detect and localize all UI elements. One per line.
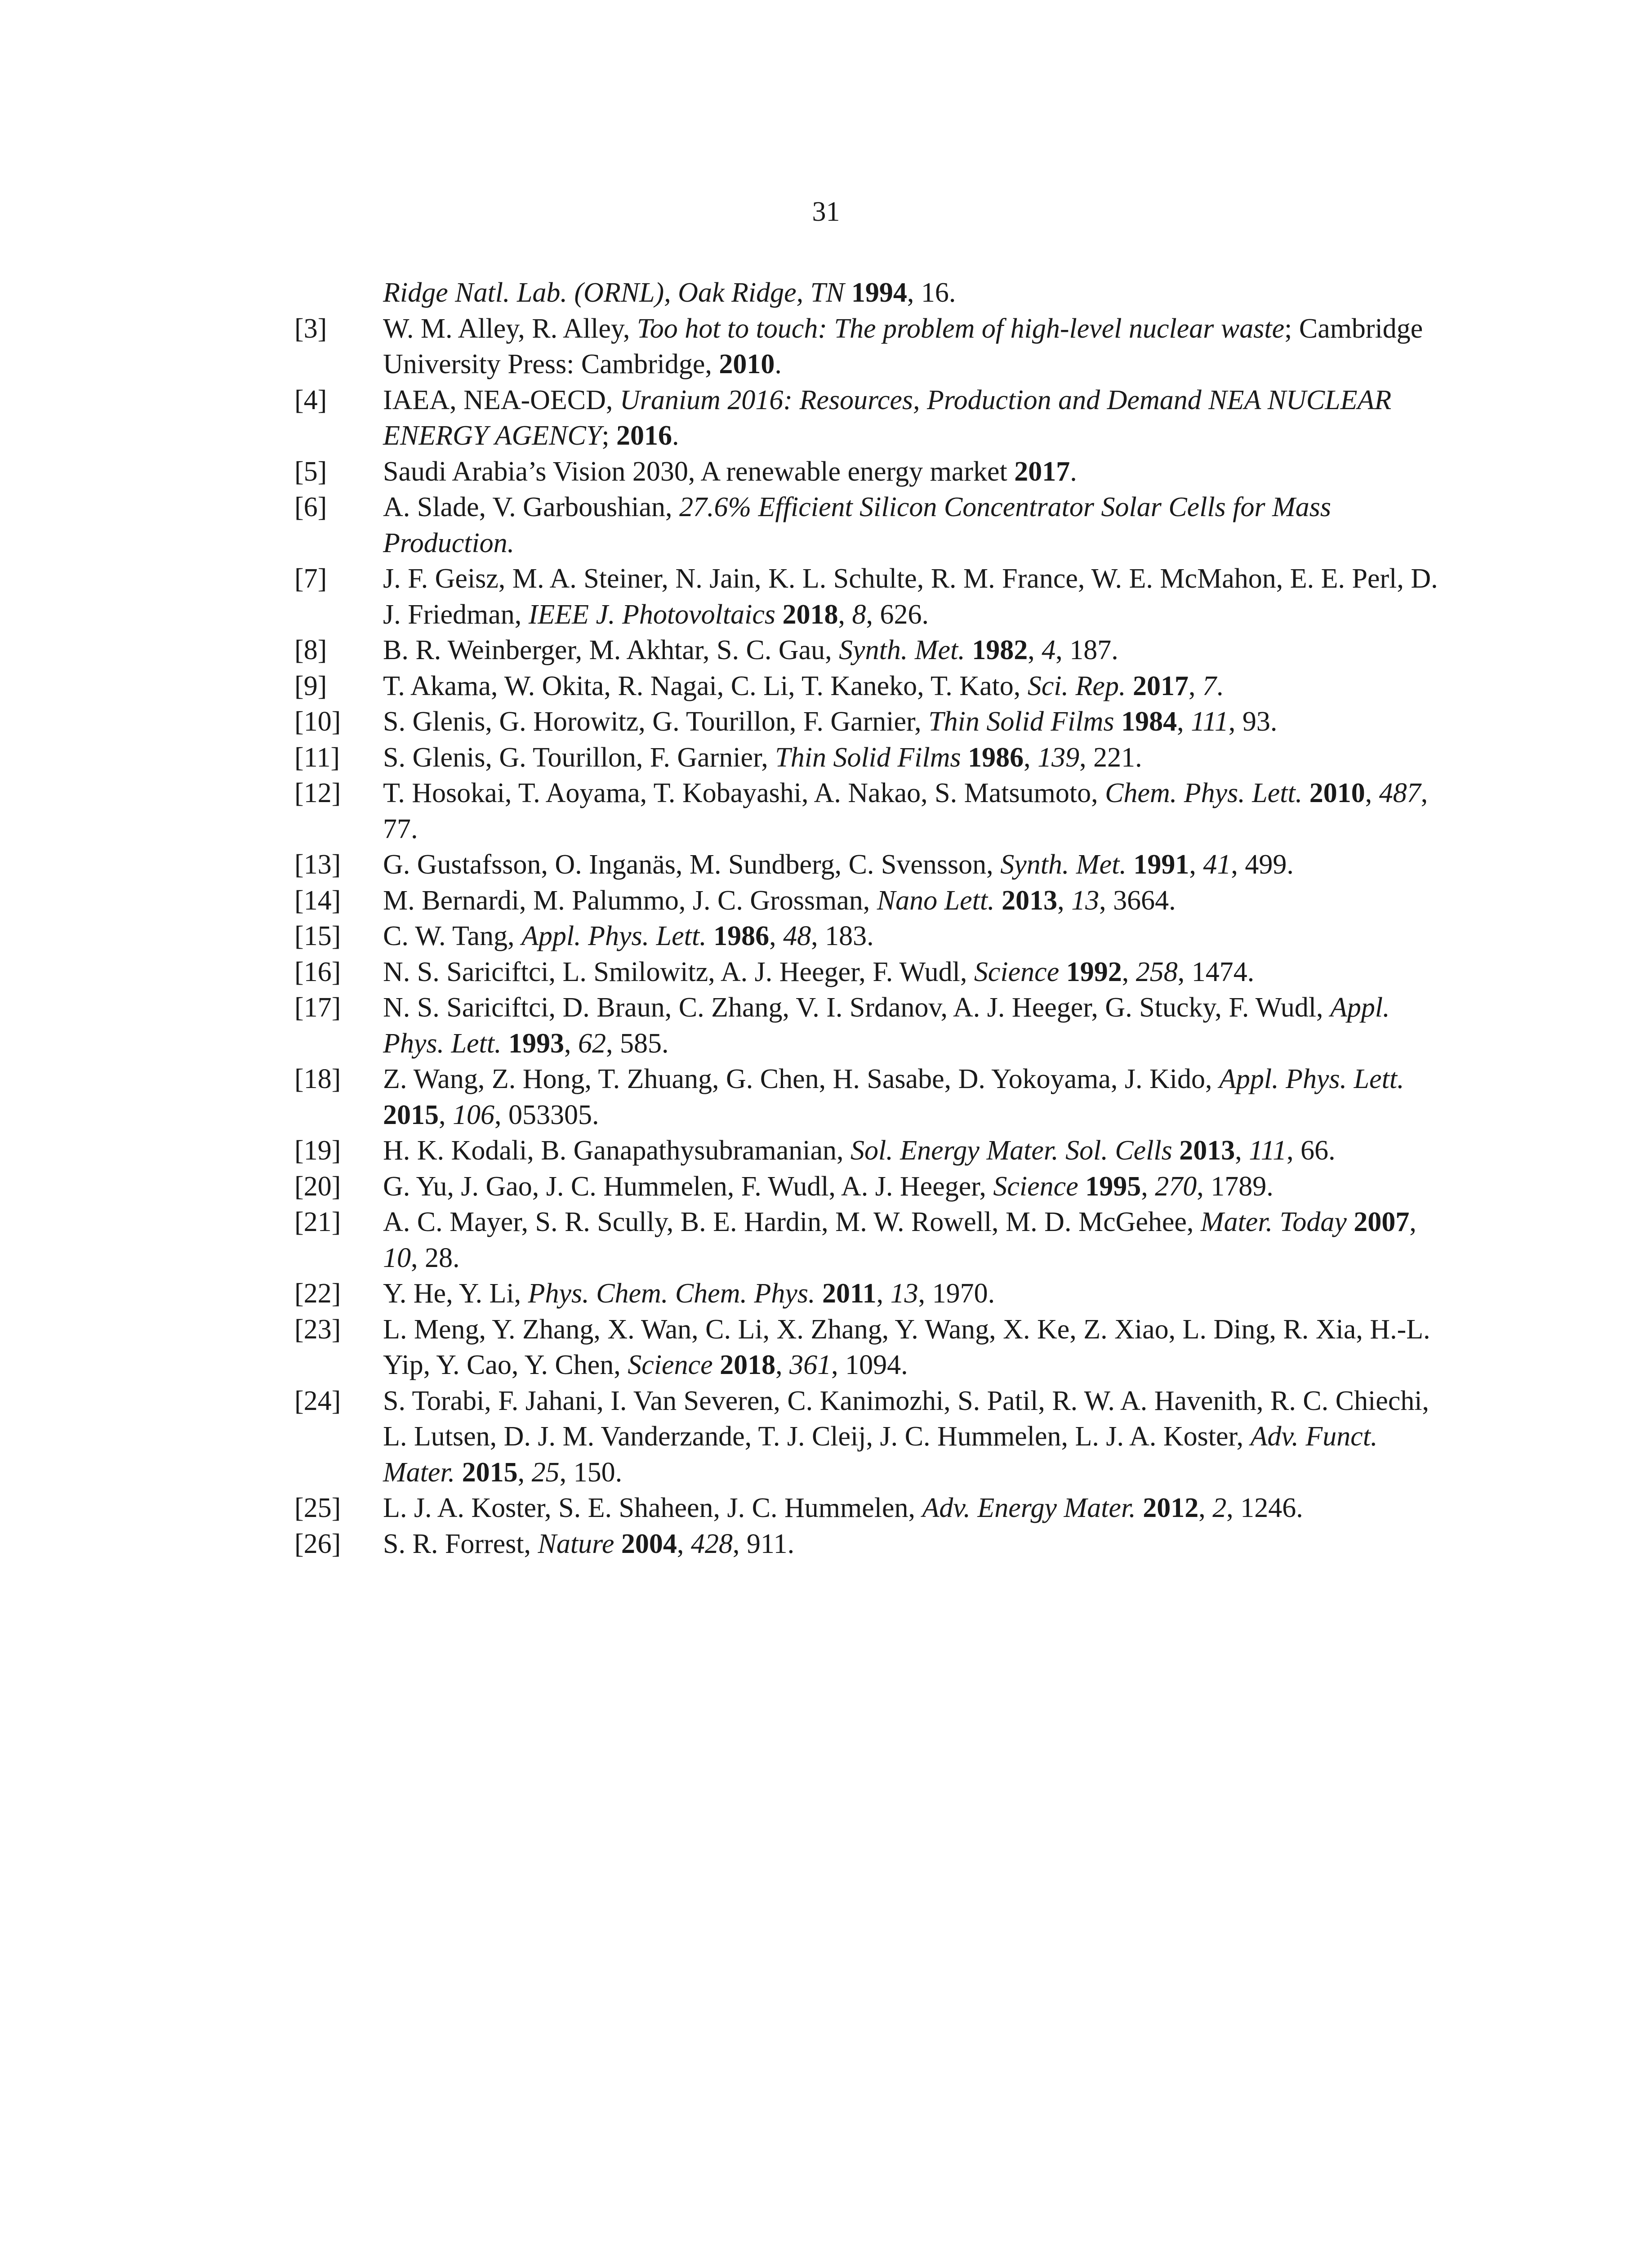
reference-item	[0, 990, 1652, 1062]
reference-label: [23]	[294, 1314, 341, 1345]
reference-label: [7]	[294, 563, 327, 594]
reference-italic-segment: Phys. Chem. Chem. Phys.	[528, 1278, 815, 1309]
reference-year: 2015	[462, 1457, 518, 1488]
reference-segment: , 626.	[866, 599, 929, 630]
reference-item	[0, 275, 1652, 311]
reference-label: [17]	[294, 992, 341, 1023]
reference-italic-segment: 487	[1379, 778, 1421, 808]
reference-segment	[1302, 778, 1309, 808]
reference-segment: L. J. A. Koster, S. E. Shaheen, J. C. Hummelen,	[383, 1493, 922, 1523]
reference-item	[0, 383, 1652, 454]
reference-label: [20]	[294, 1171, 341, 1202]
reference-segment: L. Meng, Y. Zhang, X. Wan, C. Li, X. Zhang, Y. Wang, X. Ke, Z. Xiao, L. Ding, R. Xia, H.-L. Yip, Y. Cao, Y. Chen,	[383, 1314, 1436, 1380]
reference-segment: H. K. Kodali, B. Ganapathysubramanian,	[383, 1135, 850, 1166]
reference-italic-segment: Appl. Phys. Lett.	[1219, 1064, 1404, 1094]
reference-segment: , 053305.	[494, 1099, 599, 1130]
reference-text	[383, 1276, 1444, 1312]
reference-italic-segment: IEEE J. Photovoltaics	[528, 599, 775, 630]
reference-text	[383, 669, 1444, 705]
reference-segment	[455, 1457, 462, 1488]
reference-italic-segment: Adv. Funct. Mater.	[383, 1421, 1385, 1488]
reference-item	[0, 311, 1652, 383]
reference-segment: ;	[601, 420, 617, 451]
reference-segment: .	[1070, 456, 1077, 487]
reference-segment: .	[672, 420, 679, 451]
reference-item	[0, 1490, 1652, 1526]
reference-item	[0, 704, 1652, 740]
reference-italic-segment: Mater. Today	[1200, 1207, 1347, 1237]
reference-text	[383, 704, 1444, 740]
reference-segment: Y. He, Y. Li,	[383, 1278, 528, 1309]
reference-segment	[1172, 1135, 1180, 1166]
reference-text	[383, 1526, 1444, 1562]
reference-year: 2016	[616, 420, 672, 451]
reference-item	[0, 633, 1652, 669]
reference-italic-segment: Science	[993, 1171, 1078, 1202]
reference-label: [22]	[294, 1278, 341, 1309]
reference-segment: , 221.	[1079, 742, 1142, 773]
reference-label: [16]	[294, 956, 341, 987]
reference-segment: ,	[838, 599, 852, 630]
reference-segment: , 1094.	[831, 1350, 908, 1380]
reference-text	[383, 1383, 1444, 1491]
reference-label: [13]	[294, 849, 341, 880]
reference-segment: , 1474.	[1177, 956, 1255, 987]
reference-italic-segment: Sol. Energy Mater. Sol. Cells	[850, 1135, 1172, 1166]
reference-segment: , 150.	[559, 1457, 623, 1488]
reference-text	[383, 633, 1444, 669]
reference-year: 2013	[1002, 885, 1058, 916]
reference-text	[383, 1204, 1444, 1276]
reference-italic-segment: Nature	[538, 1528, 614, 1559]
reference-italic-segment: 111	[1191, 706, 1229, 737]
reference-label: [19]	[294, 1135, 341, 1166]
reference-segment: ,	[1198, 1493, 1213, 1523]
reference-segment: , 585.	[606, 1028, 669, 1059]
reference-segment: N. S. Sariciftci, D. Braun, C. Zhang, V. I. Srdanov, A. J. Heeger, G. Stucky, F. Wudl,	[383, 992, 1331, 1023]
reference-segment: , 16.	[907, 277, 956, 308]
reference-segment	[965, 635, 972, 665]
reference-italic-segment: Synth. Met.	[1000, 849, 1127, 880]
reference-label: [5]	[294, 456, 327, 487]
reference-segment: IAEA, NEA-OECD,	[383, 384, 620, 415]
reference-item	[0, 1133, 1652, 1169]
reference-segment: , 28.	[411, 1242, 460, 1273]
reference-italic-segment: Science	[974, 956, 1060, 987]
reference-segment	[995, 885, 1002, 916]
reference-segment: A. Slade, V. Garboushian,	[383, 492, 679, 522]
reference-segment: ,	[1188, 670, 1202, 701]
reference-segment: ,	[1365, 778, 1379, 808]
reference-text	[383, 955, 1444, 990]
reference-italic-segment: Uranium 2016: Resources, Production and Demand NEA NUCLEAR ENERGY AGENCY	[383, 384, 1398, 451]
reference-text	[383, 275, 1444, 311]
reference-segment: S. R. Forrest,	[383, 1528, 538, 1559]
reference-segment: ,	[1028, 635, 1042, 665]
reference-italic-segment: 361	[789, 1350, 832, 1380]
reference-segment	[1126, 671, 1133, 701]
reference-segment: B. R. Weinberger, M. Akhtar, S. C. Gau,	[383, 635, 839, 665]
reference-italic-segment: 13	[890, 1278, 918, 1309]
reference-segment: ,	[1024, 742, 1038, 773]
reference-italic-segment: Appl. Phys. Lett.	[521, 921, 707, 951]
reference-text	[383, 990, 1444, 1062]
reference-item	[0, 776, 1652, 847]
reference-item	[0, 669, 1652, 705]
reference-italic-segment: Nano Lett.	[877, 885, 995, 916]
reference-item	[0, 1169, 1652, 1205]
reference-segment: ,	[1122, 956, 1136, 987]
reference-item	[0, 919, 1652, 955]
reference-label: [4]	[294, 384, 327, 415]
reference-italic-segment: 48	[783, 921, 811, 951]
reference-label: [25]	[294, 1493, 341, 1523]
reference-segment	[1347, 1207, 1354, 1237]
reference-item	[0, 1204, 1652, 1276]
reference-segment: N. S. Sariciftci, L. Smilowitz, A. J. Heeger, F. Wudl,	[383, 956, 974, 987]
reference-text	[383, 383, 1444, 454]
reference-italic-segment: Science	[628, 1350, 713, 1380]
reference-segment	[775, 599, 783, 630]
reference-segment: Saudi Arabia’s Vision 2030, A renewable energy market	[383, 456, 1015, 487]
reference-segment	[1404, 1064, 1412, 1094]
reference-segment	[961, 742, 968, 773]
reference-italic-segment: 7	[1202, 670, 1216, 701]
reference-item	[0, 561, 1652, 633]
reference-italic-segment: 2	[1212, 1493, 1227, 1523]
reference-segment: , 77.	[383, 778, 1435, 844]
reference-segment: .	[775, 349, 782, 379]
reference-text	[383, 1062, 1444, 1133]
reference-italic-segment: Chem. Phys. Lett.	[1105, 778, 1303, 808]
reference-year: 2012	[1143, 1493, 1199, 1523]
reference-italic-segment: Adv. Energy Mater.	[922, 1493, 1136, 1523]
reference-year: 1994	[851, 277, 907, 308]
reference-segment: ,	[517, 1457, 532, 1488]
reference-segment: ,	[1141, 1171, 1155, 1202]
reference-label: [15]	[294, 921, 341, 951]
reference-segment: M. Bernardi, M. Palummo, J. C. Grossman,	[383, 885, 877, 916]
reference-segment	[707, 921, 714, 951]
reference-segment: ,	[1177, 706, 1191, 737]
reference-italic-segment: Thin Solid Films	[775, 742, 961, 773]
reference-segment	[1136, 1493, 1143, 1523]
reference-text	[383, 1133, 1444, 1169]
reference-item	[0, 1526, 1652, 1562]
reference-segment: ,	[677, 1528, 691, 1559]
reference-italic-segment: 8	[852, 599, 866, 630]
reference-year: 2018	[720, 1350, 776, 1380]
reference-text	[383, 1312, 1444, 1383]
reference-segment: ,	[1409, 1207, 1424, 1237]
reference-segment: ,	[1057, 885, 1072, 916]
reference-segment: S. Glenis, G. Horowitz, G. Tourillon, F. Garnier,	[383, 706, 929, 737]
reference-text	[383, 490, 1444, 561]
reference-segment: Z. Wang, Z. Hong, T. Zhuang, G. Chen, H. Sasabe, D. Yokoyama, J. Kido,	[383, 1064, 1220, 1094]
reference-year: 2013	[1179, 1135, 1235, 1166]
reference-italic-segment: Sci. Rep.	[1027, 670, 1126, 701]
reference-segment: W. M. Alley, R. Alley,	[383, 313, 637, 344]
reference-segment: S. Glenis, G. Tourillon, F. Garnier,	[383, 742, 775, 773]
reference-segment: .	[1216, 670, 1224, 701]
reference-year: 2010	[1309, 778, 1365, 808]
reference-segment: T. Akama, W. Okita, R. Nagai, C. Li, T. Kaneko, T. Kato,	[383, 670, 1028, 701]
reference-italic-segment: Ridge Natl. Lab. (ORNL), Oak Ridge, TN	[383, 277, 845, 308]
reference-item	[0, 454, 1652, 490]
reference-year: 2011	[822, 1278, 877, 1309]
reference-year: 1982	[972, 635, 1028, 665]
reference-italic-segment: 106	[453, 1099, 494, 1130]
reference-text	[383, 919, 1444, 955]
reference-italic-segment: 111	[1249, 1135, 1287, 1166]
reference-segment: G. Yu, J. Gao, J. C. Hummelen, F. Wudl, A. J. Heeger,	[383, 1171, 993, 1202]
reference-text	[383, 1490, 1444, 1526]
reference-segment: , 499.	[1231, 849, 1294, 880]
reference-segment: , 3664.	[1099, 885, 1176, 916]
reference-segment: , 93.	[1228, 706, 1278, 737]
reference-text	[383, 1169, 1444, 1205]
reference-label: [18]	[294, 1064, 341, 1094]
reference-item	[0, 1062, 1652, 1133]
reference-segment: ,	[564, 1028, 578, 1059]
reference-segment: ,	[1189, 849, 1203, 880]
reference-label: [12]	[294, 778, 341, 808]
reference-year: 2015	[383, 1099, 439, 1130]
reference-item	[0, 955, 1652, 990]
reference-label: [8]	[294, 635, 327, 665]
reference-year: 2004	[621, 1528, 677, 1559]
reference-text	[383, 740, 1444, 776]
reference-item	[0, 740, 1652, 776]
reference-italic-segment: Thin Solid Films	[928, 706, 1114, 737]
reference-label: [21]	[294, 1207, 341, 1237]
reference-item	[0, 883, 1652, 919]
reference-italic-segment: Too hot to touch: The problem of high-level nuclear waste	[637, 313, 1285, 344]
reference-text	[383, 311, 1444, 383]
reference-year: 1993	[508, 1028, 564, 1059]
reference-segment: J. F. Geisz, M. A. Steiner, N. Jain, K. L. Schulte, R. M. France, W. E. McMahon, E. E. Perl, D. J. Friedman,	[383, 563, 1445, 630]
reference-item	[0, 1276, 1652, 1312]
reference-item	[0, 847, 1652, 883]
reference-label: [14]	[294, 885, 341, 916]
reference-segment: C. W. Tang,	[383, 921, 522, 951]
reference-label: [24]	[294, 1385, 341, 1416]
reference-list	[0, 275, 1652, 1562]
reference-italic-segment: 428	[690, 1528, 733, 1559]
reference-italic-segment: Synth. Met.	[839, 635, 965, 665]
reference-segment: G. Gustafsson, O. Inganäs, M. Sundberg, C. Svensson,	[383, 849, 1001, 880]
reference-segment: , 1789.	[1197, 1171, 1274, 1202]
reference-segment: ,	[769, 921, 784, 951]
reference-segment: , 1970.	[918, 1278, 995, 1309]
reference-segment: ,	[439, 1099, 453, 1130]
reference-year: 2007	[1354, 1207, 1410, 1237]
reference-segment: ,	[775, 1350, 790, 1380]
reference-segment: , 1246.	[1226, 1493, 1303, 1523]
reference-segment: , 911.	[732, 1528, 795, 1559]
reference-segment: T. Hosokai, T. Aoyama, T. Kobayashi, A. Nakao, S. Matsumoto,	[383, 778, 1105, 808]
reference-italic-segment: Appl. Phys. Lett.	[383, 992, 1397, 1059]
reference-segment: ,	[876, 1278, 891, 1309]
reference-label: [9]	[294, 670, 327, 701]
reference-segment: , 187.	[1055, 635, 1118, 665]
reference-italic-segment: 13	[1071, 885, 1100, 916]
reference-year: 2018	[782, 599, 838, 630]
reference-item	[0, 1383, 1652, 1491]
reference-text	[383, 847, 1444, 883]
reference-italic-segment: 270	[1155, 1171, 1197, 1202]
reference-segment: ; Cambridge University Press: Cambridge,	[383, 313, 1430, 379]
reference-italic-segment: 25	[531, 1457, 560, 1488]
reference-label: [6]	[294, 492, 327, 522]
reference-year: 1984	[1121, 706, 1177, 737]
reference-year: 2017	[1132, 670, 1189, 701]
reference-label: [11]	[294, 742, 340, 773]
reference-text	[383, 776, 1444, 847]
reference-year: 2017	[1014, 456, 1070, 487]
reference-segment: , 183.	[811, 921, 874, 951]
reference-year: 2010	[719, 349, 775, 379]
reference-segment	[1127, 849, 1134, 880]
reference-italic-segment: 41	[1203, 849, 1231, 880]
reference-item	[0, 490, 1652, 561]
reference-segment	[844, 277, 851, 308]
reference-item	[0, 1312, 1652, 1383]
reference-segment: ,	[1235, 1135, 1249, 1166]
reference-segment	[1114, 706, 1122, 737]
reference-italic-segment: 4	[1042, 635, 1056, 665]
reference-year: 1992	[1066, 956, 1122, 987]
reference-label: [3]	[294, 313, 327, 344]
reference-segment: , 66.	[1287, 1135, 1336, 1166]
reference-label: [26]	[294, 1528, 341, 1559]
reference-segment	[815, 1278, 823, 1309]
reference-italic-segment: 10	[383, 1242, 411, 1273]
page-number: 31	[812, 196, 840, 227]
reference-italic-segment: 62	[578, 1028, 606, 1059]
reference-segment: S. Torabi, F. Jahani, I. Van Severen, C. Kanimozhi, S. Patil, R. W. A. Havenith, R. C. Chiechi, L. Lutsen, D. J. M. Vanderzande, T. J. Cleij, J. C. Hummelen, L. J. A. Koster,	[383, 1385, 1436, 1452]
reference-year: 1995	[1085, 1171, 1141, 1202]
reference-segment	[614, 1529, 621, 1559]
reference-text	[383, 883, 1444, 919]
reference-year: 1986	[713, 921, 770, 951]
reference-segment: A. C. Mayer, S. R. Scully, B. E. Hardin, M. W. Rowell, M. D. McGehee,	[383, 1207, 1201, 1237]
reference-segment	[1078, 1171, 1086, 1202]
reference-italic-segment: 139	[1038, 742, 1080, 773]
reference-italic-segment: 27.6% Efficient Silicon Concentrator Solar Cells for Mass Production.	[383, 492, 1338, 558]
reference-label: [10]	[294, 706, 341, 737]
reference-text	[383, 561, 1444, 633]
reference-segment	[501, 1028, 508, 1059]
reference-segment	[713, 1350, 720, 1380]
reference-year: 1991	[1133, 849, 1189, 880]
reference-segment	[1059, 957, 1066, 987]
reference-text	[383, 454, 1444, 490]
reference-italic-segment: 258	[1135, 956, 1178, 987]
reference-year: 1986	[968, 742, 1024, 773]
